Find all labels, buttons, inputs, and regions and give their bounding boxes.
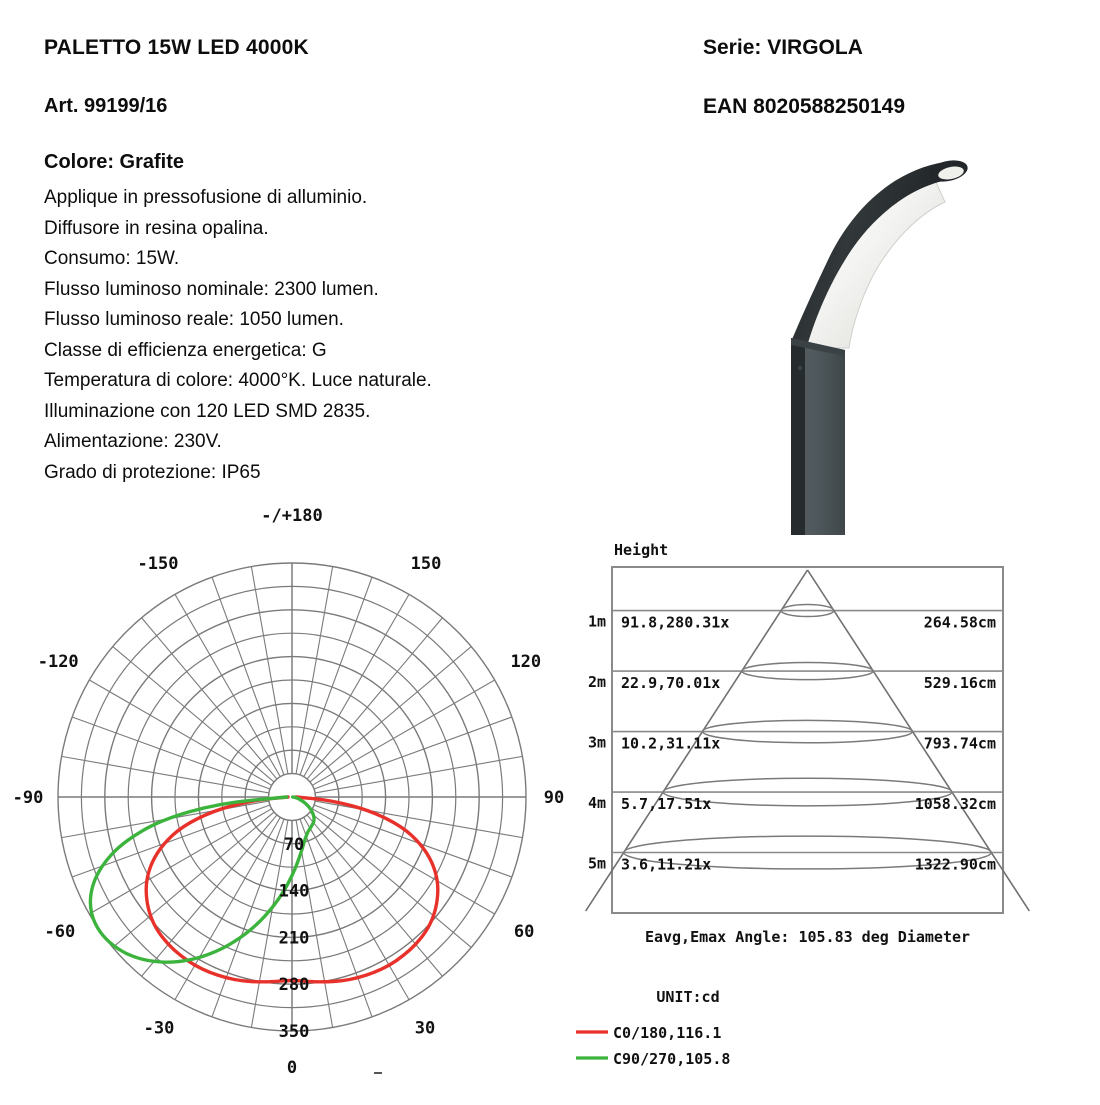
- polar-angle-label: 150: [410, 553, 442, 574]
- illuminance-cone-diagram: [560, 530, 1100, 1100]
- polar-angle-label: -150: [137, 553, 179, 574]
- polar-angle-label: -30: [143, 1018, 175, 1039]
- legend-unit-label: UNIT:cd: [656, 988, 720, 1006]
- cone-title: Height: [614, 541, 669, 559]
- description-line: Temperatura di colore: 4000°K. Luce naturale.: [44, 370, 432, 392]
- polar-angle-label: -60: [44, 922, 76, 942]
- description-line: Alimentazione: 230V.: [44, 431, 222, 453]
- polar-radial-label: 280: [278, 975, 310, 996]
- cone-height-label: 1m: [587, 612, 606, 631]
- description-line: Consumo: 15W.: [44, 248, 180, 270]
- cone-illuminance-value: 5.7,17.51x: [621, 795, 712, 813]
- cone-illuminance-value: 3.6,11.21x: [621, 855, 712, 874]
- cone-diameter-value: 1322.90cm: [914, 855, 996, 874]
- polar-spoke: [62, 756, 269, 793]
- cone-height-label: 5m: [587, 854, 606, 873]
- polar-angle-label: 30: [414, 1018, 436, 1039]
- polar-radial-label: 140: [278, 881, 310, 902]
- series-name: Serie: VIRGOLA: [703, 36, 863, 59]
- description-line: Flusso luminoso nominale: 2300 lumen.: [44, 278, 379, 300]
- cone-diameter-value: 1058.32cm: [914, 795, 996, 813]
- polar-angle-label: 60: [513, 922, 535, 942]
- polar-radial-label: 210: [278, 928, 310, 949]
- polar-chart: [0, 506, 580, 1100]
- polar-spoke: [251, 567, 288, 774]
- polar-angle-label: 90: [543, 788, 565, 808]
- polar-spoke: [315, 756, 522, 793]
- polar-angle-label: -/+180: [261, 506, 323, 526]
- series-block: [703, 36, 1083, 118]
- description-line: Flusso luminoso reale: 1050 lumen.: [44, 309, 344, 331]
- polar-angle-label: 0: [286, 1058, 298, 1078]
- cone-height-label: 2m: [587, 673, 606, 691]
- cone-illuminance-value: 91.8,280.31x: [621, 613, 730, 632]
- page-title: PALETTO 15W LED 4000K: [44, 36, 309, 59]
- cone-height-label: 3m: [587, 733, 606, 752]
- polar-spoke: [296, 567, 333, 774]
- polar-intensity-diagram: [0, 506, 580, 1100]
- description-list: [44, 183, 604, 488]
- description-line: Classe di efficienza energetica: G: [44, 339, 327, 361]
- polar-baseline-tick: [374, 1072, 382, 1074]
- polar-radial-label: 70: [283, 834, 305, 855]
- product-photo: [745, 140, 995, 535]
- cone-illuminance-value: 22.9,70.01x: [621, 674, 721, 692]
- cone-diameter-value: 793.74cm: [923, 734, 996, 753]
- cone-footer: Eavg,Emax Angle: 105.83 deg Diameter: [644, 928, 971, 946]
- cone-diameter-value: 264.58cm: [923, 613, 996, 632]
- description-line: Grado di protezione: IP65: [44, 461, 261, 483]
- polar-radial-label: 350: [278, 1022, 310, 1042]
- legend-label: C0/180,116.1: [613, 1024, 722, 1042]
- color-label: Colore: Grafite: [44, 151, 185, 174]
- polar-angle-label: 120: [510, 652, 542, 672]
- specification-block: [44, 36, 604, 488]
- description-line: Diffusore in resina opalina.: [44, 217, 269, 239]
- polar-angle-label: -90: [12, 788, 44, 808]
- polar-spoke: [315, 801, 522, 838]
- description-line: Applique in pressofusione di alluminio.: [44, 187, 368, 209]
- polar-angle-label: -120: [37, 652, 79, 672]
- cone-height-label: 4m: [587, 794, 606, 812]
- article-number: Art. 99199/16: [44, 95, 168, 118]
- cone-chart: [560, 530, 1100, 1100]
- bollard-lamp-illustration: [745, 140, 995, 535]
- cone-illuminance-value: 10.2,31.11x: [621, 734, 721, 753]
- cone-diameter-value: 529.16cm: [923, 674, 996, 692]
- ean-code: EAN 8020588250149: [703, 95, 906, 119]
- legend-label: C90/270,105.8: [613, 1050, 731, 1068]
- description-line: Illuminazione con 120 LED SMD 2835.: [44, 400, 371, 422]
